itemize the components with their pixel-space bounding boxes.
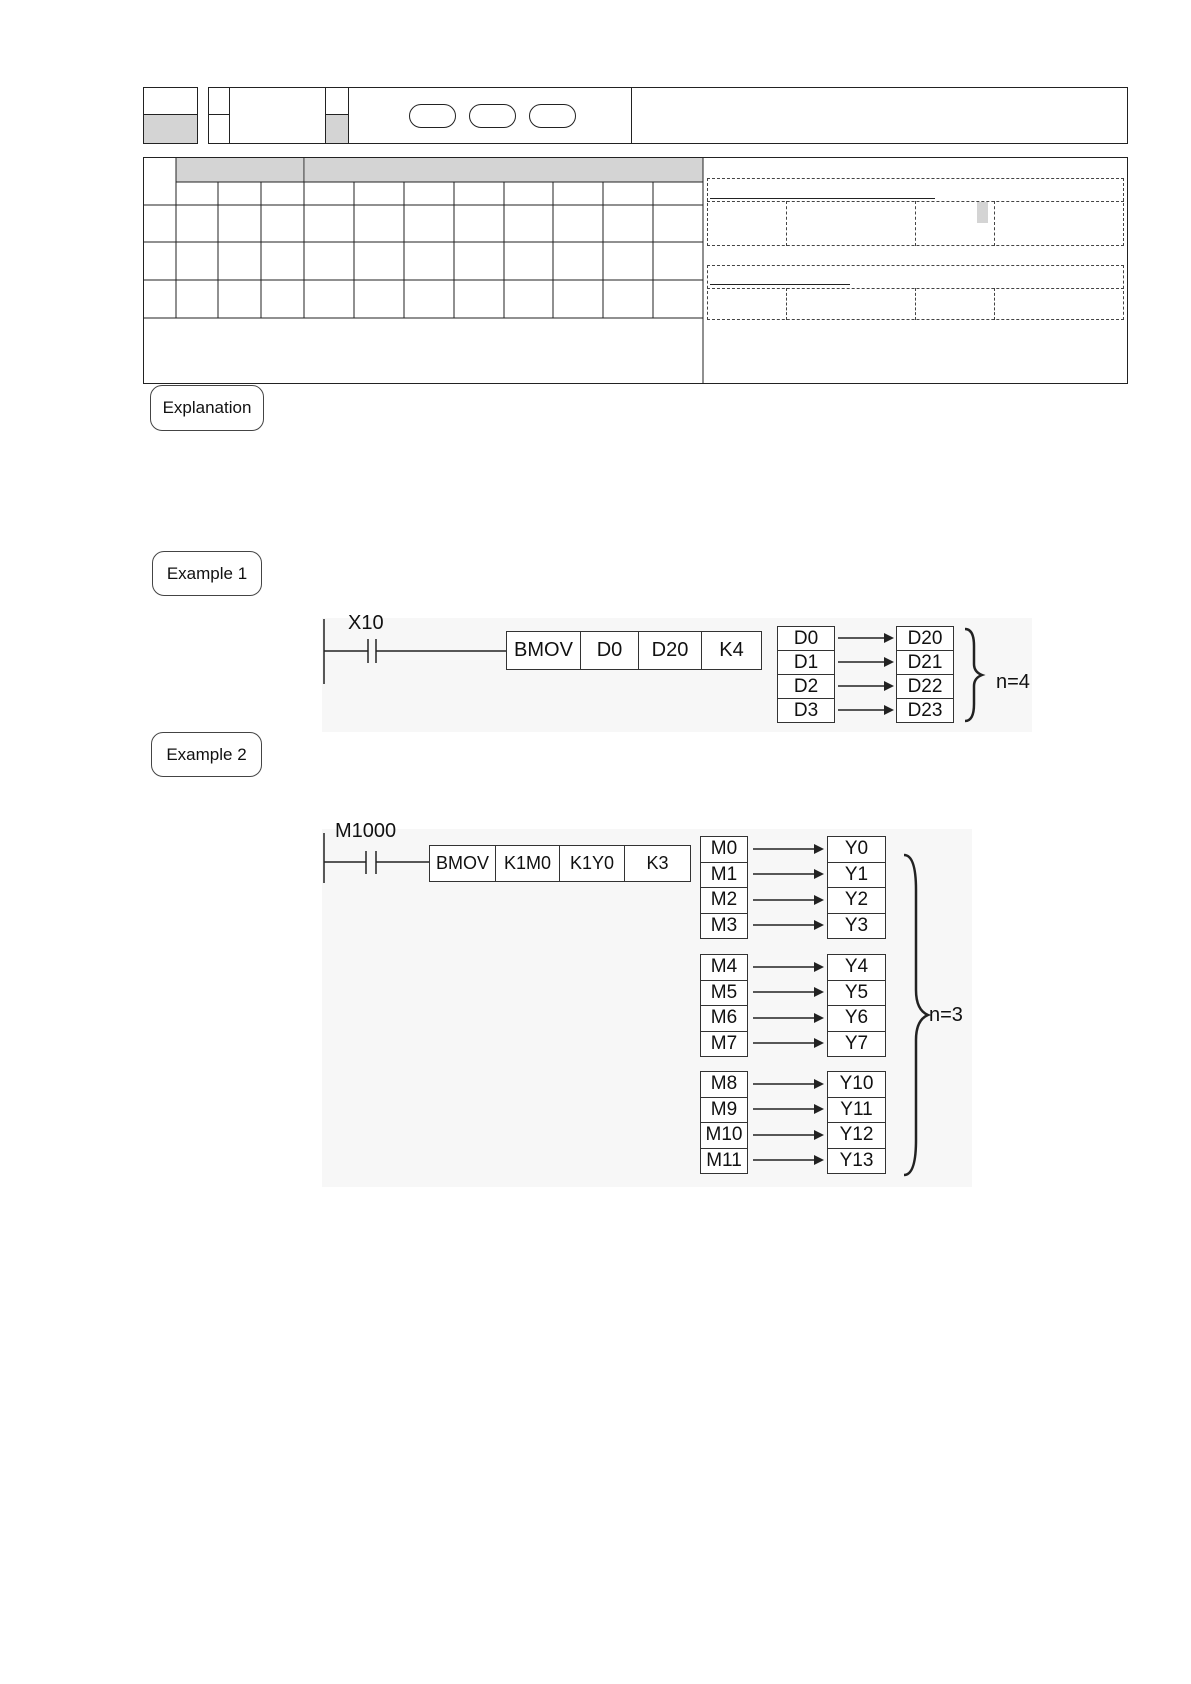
example2-arrow (753, 1129, 826, 1141)
example1-dest-register: D20 (896, 626, 954, 651)
example2-dest-register: Y7 (827, 1031, 886, 1058)
example2-source-register: M2 (700, 887, 748, 914)
example2-arrow (753, 1078, 826, 1090)
example1-dest-register: D21 (896, 650, 954, 675)
example2-dest-register: Y13 (827, 1148, 886, 1175)
example1-arrow (838, 680, 896, 692)
example1-instr-op: BMOV (506, 631, 581, 670)
example2-dest-register: Y11 (827, 1097, 886, 1124)
example1-dest-register: D22 (896, 674, 954, 699)
example2-source-register: M1 (700, 862, 748, 889)
example2-arrow (753, 919, 826, 931)
flags-notes-underline (710, 284, 850, 285)
example2-arrow (753, 1103, 826, 1115)
pulse-notes-div-3 (994, 201, 995, 246)
example2-arrow (753, 843, 826, 855)
example2-source-register: M0 (700, 836, 748, 863)
example2-dest-register: Y2 (827, 887, 886, 914)
example1-source-register: D2 (777, 674, 835, 699)
example2-dest-register: Y1 (827, 862, 886, 889)
example1-source-register: D0 (777, 626, 835, 651)
example2-instr-op: BMOV (429, 845, 496, 882)
example2-source-register: M7 (700, 1031, 748, 1058)
example2-count-label: n=3 (929, 1004, 963, 1026)
example2-source-register: M9 (700, 1097, 748, 1124)
example2-dest-register: Y10 (827, 1071, 886, 1098)
flags-notes-div-2 (915, 288, 916, 320)
example2-source-register: M8 (700, 1071, 748, 1098)
example2-arrow (753, 868, 826, 880)
example2-dest-register: Y6 (827, 1005, 886, 1032)
example1-label: Example 1 (152, 551, 262, 596)
example2-instr-src: K1M0 (495, 845, 560, 882)
example2-instr-n: K3 (624, 845, 691, 882)
flags-notes-div-3 (994, 288, 995, 320)
pulse-notes-underline (710, 198, 935, 199)
example1-instr-dst: D20 (638, 631, 702, 670)
explanation-label: Explanation (150, 385, 264, 431)
pulse-notes-div-1 (786, 201, 787, 246)
pulse-notes-div-2 (915, 201, 916, 246)
example2-arrow (753, 986, 826, 998)
example1-contact-label: X10 (348, 612, 384, 634)
example2-dest-register: Y3 (827, 913, 886, 940)
example1-instr-n: K4 (701, 631, 762, 670)
example2-dest-register: Y12 (827, 1122, 886, 1149)
example2-arrow (753, 1037, 826, 1049)
example2-dest-register: Y5 (827, 980, 886, 1007)
pulse-notes-mark (977, 202, 988, 223)
example2-arrow (753, 894, 826, 906)
example2-source-register: M11 (700, 1148, 748, 1175)
example1-arrow (838, 632, 896, 644)
example2-dest-register: Y4 (827, 954, 886, 981)
example1-count-label: n=4 (996, 671, 1030, 693)
example2-dest-register: Y0 (827, 836, 886, 863)
example2-source-register: M3 (700, 913, 748, 940)
example2-source-register: M10 (700, 1122, 748, 1149)
example2-source-register: M6 (700, 1005, 748, 1032)
example2-arrow (753, 1154, 826, 1166)
example1-source-register: D1 (777, 650, 835, 675)
example1-arrow (838, 656, 896, 668)
example2-contact-label: M1000 (335, 820, 397, 842)
example1-brace (962, 626, 992, 726)
example2-source-register: M4 (700, 954, 748, 981)
example1-instr-src: D0 (580, 631, 639, 670)
example2-instr-dst: K1Y0 (559, 845, 625, 882)
example1-dest-register: D23 (896, 698, 954, 723)
example2-source-register: M5 (700, 980, 748, 1007)
example1-rung (0, 600, 1191, 740)
example2-arrow (753, 961, 826, 973)
example1-arrow (838, 704, 896, 716)
example2-arrow (753, 1012, 826, 1024)
example1-source-register: D3 (777, 698, 835, 723)
example2-label: Example 2 (151, 732, 262, 777)
flags-notes-div-1 (786, 288, 787, 320)
